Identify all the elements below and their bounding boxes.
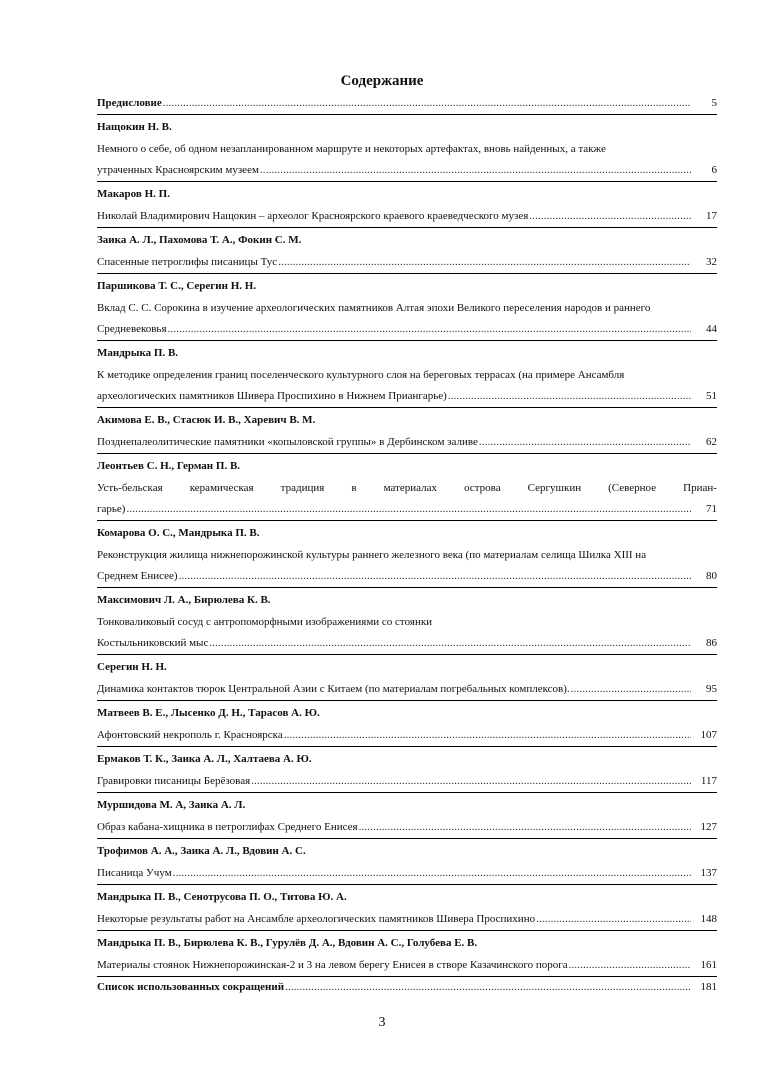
toc-entry-title-word: материалах <box>383 482 438 494</box>
dot-leader <box>528 206 691 227</box>
toc-entry-title-line <box>97 432 717 453</box>
toc-entry-author: Заика А. Л., Пахомова Т. А., Фокин С. М. <box>97 234 302 246</box>
toc-entry-title: Список использованных сокращений <box>97 981 285 993</box>
toc-entry-page-number: 51 <box>706 390 717 402</box>
toc-entry-author: Матвеев В. Е., Лысенко Д. Н., Тарасов А. Ю. <box>97 707 320 719</box>
toc-entry-author: Серегин Н. Н. <box>97 661 167 673</box>
toc-entry-title-word: традиция <box>280 482 325 494</box>
toc-entry <box>97 115 717 182</box>
toc-entry-author: Леонтьев С. Н., Герман П. В. <box>97 460 241 472</box>
toc-entry-page-number: 95 <box>706 683 717 695</box>
toc-entry-title-line <box>97 545 717 566</box>
toc-entry <box>97 747 717 793</box>
toc-entry <box>97 655 717 701</box>
dot-leader <box>358 817 691 838</box>
toc-entry <box>97 182 717 228</box>
toc-entry-title-line <box>97 252 717 273</box>
toc-entry-author: Максимович Л. А., Бирюлева К. В. <box>97 594 271 606</box>
toc-entry-title-line <box>97 499 717 520</box>
toc-entry-page-number: 80 <box>706 570 717 582</box>
dot-leader <box>208 633 691 654</box>
toc-entry-page-number: 32 <box>706 256 717 268</box>
toc-entry-page-number: 137 <box>700 867 717 879</box>
dot-leader <box>284 977 691 998</box>
toc-entry-author: Мандрыка П. В., Бирюлева К. В., Гурулёв Д. А., Вдовин А. С., Голубева Е. В. <box>97 937 478 949</box>
toc-entry-title-word: острова <box>464 482 501 494</box>
dot-leader <box>259 160 691 181</box>
dot-leader <box>178 566 691 587</box>
toc-entry-page-number: 6 <box>711 164 717 176</box>
toc-entry-title-line <box>97 206 717 227</box>
dot-leader <box>283 725 691 746</box>
toc-entry-title-line <box>97 478 717 499</box>
toc-entry <box>97 793 717 839</box>
toc-entry-page-number: 127 <box>700 821 717 833</box>
toc-entry <box>97 408 717 454</box>
dot-leader <box>167 319 691 340</box>
toc-entry-title: Позднепалеолитические памятники «копыловской группы» в Дербинском заливе <box>97 436 478 448</box>
toc-entry-title: К методике определения границ поселенческого культурного слоя на береговых террасах (на примере Ансамбля <box>97 369 625 381</box>
toc-entry-page-number: 62 <box>706 436 717 448</box>
toc-entry-title-line <box>97 817 717 838</box>
toc-entry-author: Трофимов А. А., Заика А. Л., Вдовин А. С. <box>97 845 306 857</box>
toc-entry-title-line <box>97 725 717 746</box>
dot-leader <box>125 499 691 520</box>
toc-entry-title-word: Сергушкин <box>527 482 582 494</box>
toc-entry-author: Акимова Е. В., Стасюк И. В., Харевич В. М. <box>97 414 316 426</box>
dot-leader <box>162 93 691 114</box>
toc-entry-title: Динамика контактов тюрок Центральной Азии с Китаем (по материалам погребальных комплексов). <box>97 683 570 695</box>
toc-entry-title: Гравировки писаницы Берёзовая <box>97 775 251 787</box>
toc-entry <box>97 454 717 521</box>
toc-entry-title-line <box>97 566 717 587</box>
dot-leader <box>570 679 691 700</box>
toc-entry-author: Мандрыка П. В., Сенотрусова П. О., Титова Ю. А. <box>97 891 347 903</box>
page-title: Содержание <box>340 73 424 89</box>
toc-entry-title: Тонковаликовый сосуд с антропоморфными изображениями со стоянки <box>97 616 433 628</box>
toc-entry-title-word: Приан- <box>683 482 717 494</box>
toc-entry-page-number: 181 <box>700 981 717 993</box>
toc-entry-author: Паршикова Т. С., Серегин Н. Н. <box>97 280 257 292</box>
toc-entry <box>97 521 717 588</box>
toc-entry-title: Предисловие <box>97 97 162 109</box>
toc-entry-title-line <box>97 139 717 160</box>
toc-entry <box>97 341 717 408</box>
toc-entry <box>97 274 717 341</box>
toc-entry <box>97 588 717 655</box>
toc-entry-author: Макаров Н. П. <box>97 188 170 200</box>
dot-leader <box>568 955 691 976</box>
toc-entry-title-line <box>97 160 717 181</box>
toc-entry <box>97 228 717 274</box>
toc-entry-title-line <box>97 977 717 998</box>
toc-entry-title: Некоторые результаты работ на Ансамбле археологических памятников Шивера Проспихино <box>97 913 536 925</box>
toc-entry-title: Образ кабана-хищника в петроглифах Среднего Енисея <box>97 821 358 833</box>
toc-entry-author: Ермаков Т. К., Заика А. Л., Халтаева А. Ю. <box>97 753 312 765</box>
toc-entry-title-line <box>97 298 717 319</box>
toc-entry-title: Среднем Енисее) <box>97 570 178 582</box>
toc-entry-title-line <box>97 863 717 884</box>
toc-entry <box>97 885 717 931</box>
toc-entry <box>97 839 717 885</box>
toc-entry-title: археологических памятников Шивера Проспихино в Нижнем Приангарье) <box>97 390 447 402</box>
toc-entry-page-number: 161 <box>700 959 717 971</box>
toc-entry-title: Средневековья <box>97 323 167 335</box>
toc-entry-title: Немного о себе, об одном незапланированном маршруте и некоторых артефактах, вновь найденных, а также <box>97 143 606 155</box>
toc-entry-title: Писаница Учум <box>97 867 172 879</box>
toc-entry-page-number: 107 <box>700 729 717 741</box>
toc-entry-title: Афонтовский некрополь г. Красноярска <box>97 729 283 741</box>
table-of-contents <box>97 93 717 998</box>
toc-entry-title-word: керамическая <box>189 482 254 494</box>
toc-entry-page-number: 71 <box>706 503 717 515</box>
dot-leader <box>172 863 691 884</box>
toc-entry-title-line <box>97 771 717 792</box>
toc-entry-title-line <box>97 679 717 700</box>
toc-entry-author: Комарова О. С., Мандрыка П. В. <box>97 527 260 539</box>
toc-entry-title-line <box>97 93 717 114</box>
toc-entry-title: Костыльниковский мыс <box>97 637 209 649</box>
toc-entry-title: Вклад С. С. Сорокина в изучение археологических памятников Алтая эпохи Великого переселения народов и раннего <box>97 302 651 314</box>
dot-leader <box>535 909 691 930</box>
toc-entry-title: Николай Владимирович Нащокин – археолог Красноярского краевого краеведческого музея <box>97 210 529 222</box>
toc-entry-title: Спасенные петроглифы писаницы Тус <box>97 256 278 268</box>
toc-entry-title: Материалы стоянок Нижнепорожинская-2 и 3 на левом берегу Енисея в створе Казачинского порога <box>97 959 568 971</box>
dot-leader <box>277 252 691 273</box>
toc-entry-title-word: Усть-бельская <box>97 482 163 494</box>
toc-entry-title-line <box>97 365 717 386</box>
toc-entry-author: Мандрыка П. В. <box>97 347 179 359</box>
toc-entry <box>97 931 717 977</box>
dot-leader <box>447 386 691 407</box>
toc-entry-title-line <box>97 955 717 976</box>
toc-entry-page-number: 17 <box>706 210 717 222</box>
toc-entry-title: гарье) <box>97 503 126 515</box>
toc-entry-page-number: 86 <box>706 637 717 649</box>
toc-entry-page-number: 148 <box>700 913 717 925</box>
toc-entry-title-word: в <box>351 482 357 494</box>
toc-entry-title-line <box>97 386 717 407</box>
page-number: 3 <box>378 1015 386 1030</box>
toc-entry-title-line <box>97 612 717 633</box>
toc-entry-page-number: 44 <box>706 323 717 335</box>
toc-entry-title-line <box>97 319 717 340</box>
toc-entry-author: Нащокин Н. В. <box>97 121 172 133</box>
toc-entry-page-number: 117 <box>700 775 717 787</box>
toc-entry-title-word: (Северное <box>608 482 657 494</box>
toc-entry <box>97 701 717 747</box>
toc-entry-title: Реконструкция жилища нижнепорожинской культуры раннего железного века (по материалам селища Шилка XIII на <box>97 549 647 561</box>
dot-leader <box>478 432 691 453</box>
toc-entry-author: Муршидова М. А, Заика А. Л. <box>97 799 246 811</box>
toc-entry <box>97 93 717 115</box>
toc-entry <box>97 977 717 998</box>
toc-entry-title-line <box>97 909 717 930</box>
toc-entry-page-number: 5 <box>711 97 717 109</box>
toc-entry-title-line <box>97 633 717 654</box>
dot-leader <box>250 771 691 792</box>
toc-entry-title: утраченных Красноярским музеем <box>97 164 259 176</box>
